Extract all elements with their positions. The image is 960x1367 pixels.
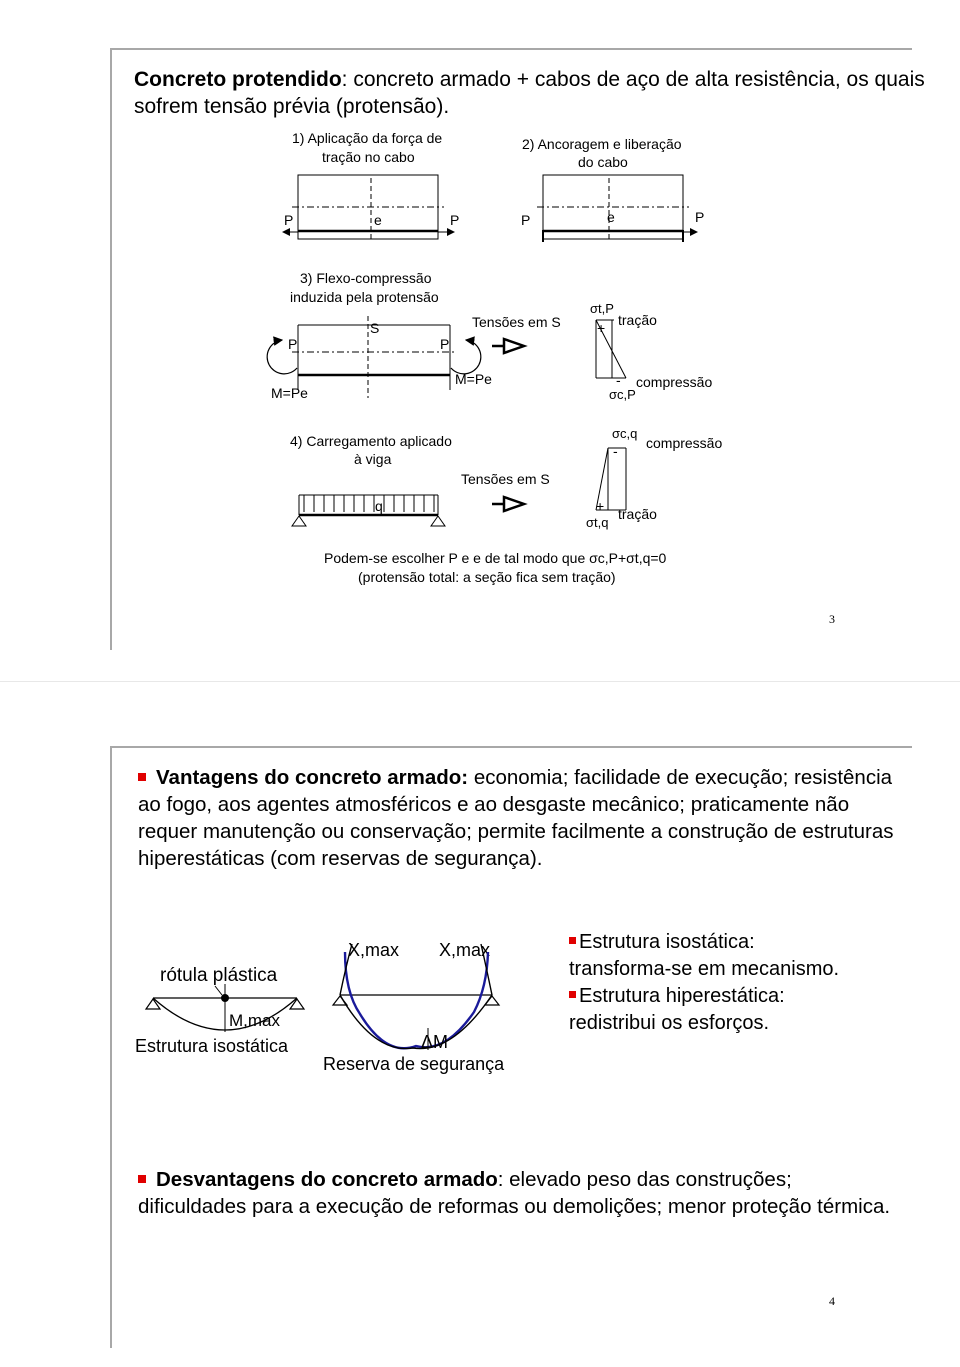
disadvantages-bold: Desvantagens do concreto armado	[156, 1168, 498, 1191]
sigma-cq: σc,q	[612, 426, 638, 441]
slide-4	[0, 682, 960, 1367]
note-line2: (protensão total: a seção fica sem tração)	[358, 569, 616, 585]
page-number: 4	[829, 1294, 835, 1308]
label-P: P	[450, 212, 460, 228]
advantages-text: economia; facilidade de execução; resistência ao fogo, aos agentes atmosféricos e ao desgaste mecânico; praticamente não requer manutenção ou conservação; permite facilmente a construção de estruturas hiperestáticas (com reservas de segurança).	[138, 766, 894, 870]
label-S: S	[370, 320, 380, 336]
page-number: 3	[829, 612, 835, 626]
step1-line1: 1) Aplicação da força de	[292, 130, 443, 146]
label-P: P	[695, 209, 705, 225]
hyperstatic-explanation	[569, 983, 899, 1037]
bullet-square-icon	[569, 937, 576, 944]
bullet-square-icon	[138, 1175, 146, 1183]
beam-step1	[283, 175, 459, 242]
label-P: P	[440, 336, 450, 352]
sigma-tq: σt,q	[586, 515, 609, 530]
iso-text-2: transforma-se em mecanismo.	[569, 958, 840, 980]
structure-explanations	[569, 929, 899, 1037]
step4-line2: à viga	[354, 451, 392, 467]
label-q: q	[375, 498, 383, 514]
bullet-disadvantages	[138, 1166, 898, 1220]
step4-line1: 4) Carregamento aplicado	[290, 433, 452, 449]
tracao-label: tração	[618, 312, 657, 328]
label-e: e	[607, 209, 615, 225]
minus-sign: -	[613, 443, 618, 459]
stress-diagram-prestress	[472, 301, 712, 402]
step2-line2: do cabo	[578, 154, 628, 170]
sigma-cP: σc,P	[609, 387, 636, 402]
plus-sign: +	[597, 320, 606, 336]
moment-label: M=Pe	[455, 371, 492, 387]
title-rest: : concreto armado + cabos de aço de alta resistência, os quais sofrem tensão prévia (protensão).	[134, 68, 925, 118]
note-line1: Podem-se escolher P e e de tal modo que σc,P+σt,q=0	[324, 550, 667, 566]
hyperstatic-structure	[323, 940, 505, 1074]
hiper-text-2: redistribui os esforços.	[569, 1012, 770, 1034]
plus-sign: +	[596, 498, 605, 514]
slide-3	[0, 0, 960, 682]
bullet-square-icon	[569, 991, 576, 998]
iso-text-1: Estrutura isostática:	[579, 931, 755, 953]
hiper-text-1: Estrutura hiperestática:	[579, 985, 785, 1007]
label-P: P	[284, 212, 294, 228]
isostatic-explanation	[569, 929, 899, 983]
beam-step4	[292, 495, 445, 526]
label-P: P	[521, 212, 531, 228]
disadvantages-text: : elevado peso das construções; dificuldades para a execução de reformas ou demolições; menor proteção térmica.	[138, 1168, 891, 1218]
stress-label: Tensões em S	[461, 471, 550, 487]
moment-label: M=Pe	[271, 385, 308, 401]
stress-label: Tensões em S	[472, 314, 561, 330]
rotula-label: rótula plástica	[160, 965, 278, 986]
compressao-label: compressão	[636, 374, 713, 390]
step2-line1: 2) Ancoragem e liberação	[522, 136, 682, 152]
beam-step3	[267, 316, 492, 401]
reserva-caption: Reserva de segurança	[323, 1054, 505, 1074]
m-max-label: M,max	[229, 1011, 280, 1030]
label-P: P	[288, 336, 298, 352]
label-e: e	[374, 212, 382, 228]
step3-line1: 3) Flexo-compressão	[300, 270, 432, 286]
minus-sign: -	[616, 372, 621, 388]
isostatic-structure	[135, 965, 304, 1056]
sigma-tP: σt,P	[590, 301, 614, 316]
x-max-label: X,max	[439, 940, 491, 960]
x-max-label: X,max	[348, 940, 400, 960]
advantages-bold: Vantagens do concreto armado:	[156, 766, 469, 789]
beam-step2	[521, 175, 704, 242]
compressao-label: compressão	[646, 435, 723, 451]
step1-line2: tração no cabo	[322, 149, 415, 165]
tracao-label: tração	[618, 506, 657, 522]
isostatic-caption: Estrutura isostática	[135, 1036, 289, 1056]
stress-diagram-load	[461, 426, 722, 530]
delta-m-label: ΔM	[421, 1032, 449, 1052]
title-bold: Concreto protendido	[134, 68, 342, 91]
step3-line2: induzida pela protensão	[290, 289, 439, 305]
